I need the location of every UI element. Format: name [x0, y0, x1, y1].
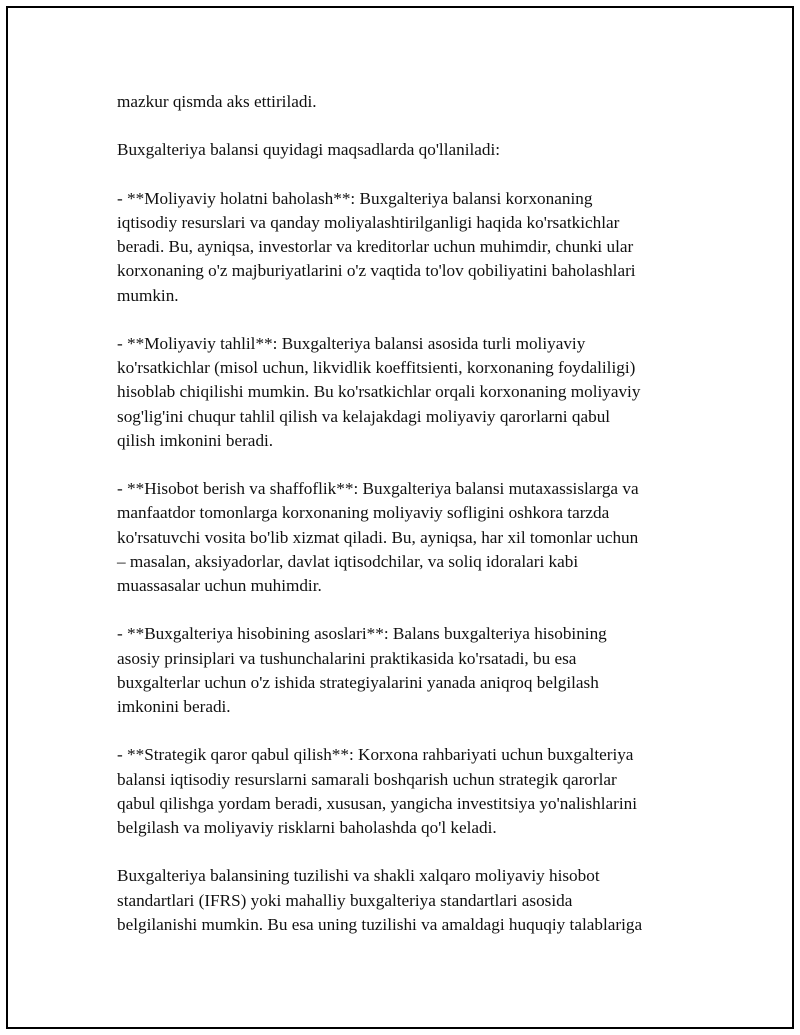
- paragraph-reporting-transparency: - **Hisobot berish va shaffoflik**: Buxgalteriya balansi mutaxassislarga va manfaatdor tomonlarga korxonaning moliyaviy sofligini oshkora tarzda ko'rsatuvchi vosita bo'lib xizmat qiladi. Bu, ayniqsa, har xil tomonlar uchun – masalan, aksiyadorlar, davlat iqtisodchilar, va soliq idoralari kabi muassasalar uchun muhimdir.: [117, 479, 639, 595]
- document-body: [117, 90, 683, 961]
- paragraph-accounting-basics: - **Buxgalteriya hisobining asoslari**: Balans buxgalteriya hisobining asosiy prinsiplari va tushunchalarini praktikasida ko'rsatadi, bu esa buxgalterlar uchun o'z ishida strategiyalarini yanada aniqroq belgilash imkonini beradi.: [117, 624, 607, 716]
- paragraph-purposes-heading: Buxgalteriya balansi quyidagi maqsadlarda qo'llaniladi:: [117, 140, 501, 160]
- paragraph-financial-analysis: - **Moliyaviy tahlil**: Buxgalteriya balansi asosida turli moliyaviy ko'rsatkichlar (misol uchun, likvidlik koeffitsienti, korxonaning foydaliligi) hisoblab chiqilishi mumkin. Bu ko'rsatkichlar orqali korxonaning moliyaviy sog'lig'ini chuqur tahlil qilish va kelajakdagi moliyaviy qarorlarni qabul qilish imkonini beradi.: [117, 333, 641, 450]
- paragraph-financial-position: - **Moliyaviy holatni baholash**: Buxgalteriya balansi korxonaning iqtisodiy resurslari va qanday moliyalashtirilganligi haqida ko'rsatkichlar beradi. Bu, ayniqsa, investorlar va kreditorlar uchun muhimdir, chunki ular korxonaning o'z majburiyatlarini o'z vaqtida to'lov qobiliyatini baholashlari mumkin.: [117, 188, 636, 305]
- paragraph-structure-standards: Buxgalteriya balansining tuzilishi va shakli xalqaro moliyaviy hisobot standartlari (IFRS) yoki mahalliy buxgalteriya standartlari asosida belgilanishi mumkin. Bu esa uning tuzilishi va amaldagi huquqiy talablariga: [117, 866, 643, 934]
- paragraph-intro-continuation: mazkur qismda aks ettiriladi.: [117, 92, 317, 111]
- paragraph-strategic-decisions: - **Strategik qaror qabul qilish**: Korxona rahbariyati uchun buxgalteriya balansi iqtisodiy resurslarni samarali boshqarish uchun strategik qarorlar qabul qilishga yordam beradi, xususan, yangicha investitsiya yo'nalishlarini belgilash va moliyaviy risklarni baholashda qo'l keladi.: [117, 745, 638, 837]
